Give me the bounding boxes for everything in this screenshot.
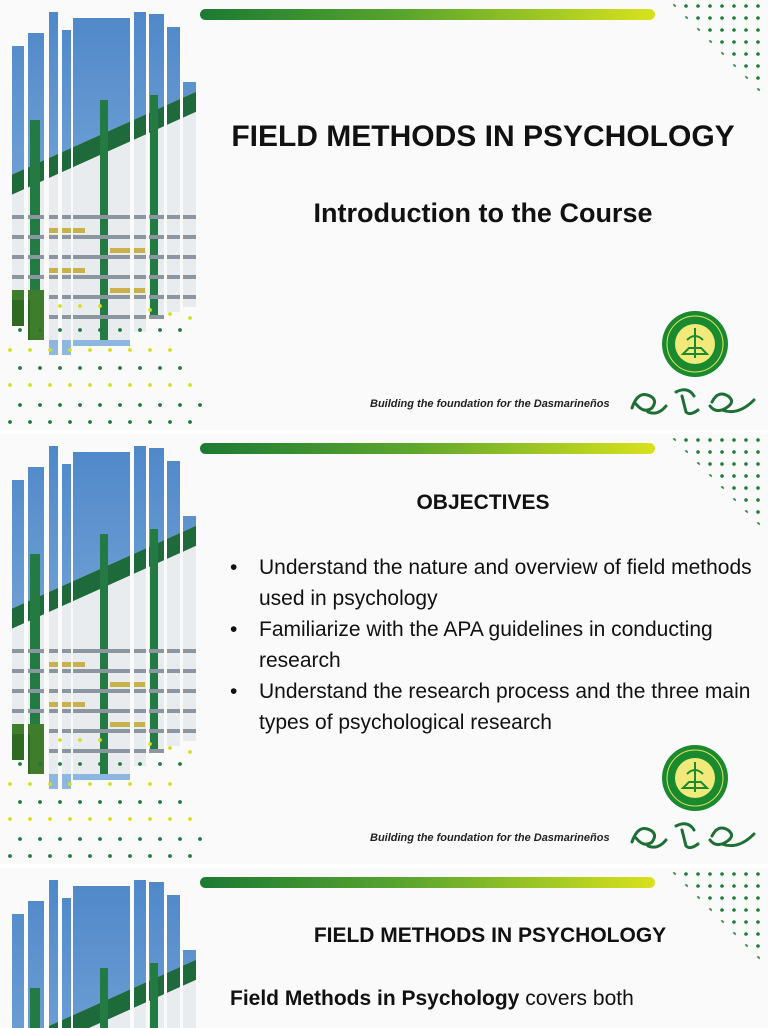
dot-pattern-icon: [0, 734, 205, 864]
slide-1: [0, 0, 768, 430]
list-item: • Familiarize with the APA guidelines in conducting research: [230, 614, 760, 676]
slide-2: [0, 434, 768, 864]
bullet-icon: •: [230, 680, 238, 703]
tagline: Building the foundation for the Dasmarineños: [370, 398, 610, 410]
objectives-list: [230, 552, 760, 738]
slide-title: FIELD METHODS IN PSYCHOLOGY: [313, 924, 667, 947]
building-photo-strips: [0, 868, 200, 1028]
slide-title: OBJECTIVES: [416, 491, 550, 514]
slide-3: [0, 868, 768, 1028]
school-seal-icon: [661, 744, 729, 812]
dot-pattern-icon: [668, 868, 768, 968]
dot-pattern-icon: [0, 300, 205, 430]
bullet-icon: •: [230, 556, 238, 579]
dot-pattern-icon: [668, 434, 768, 534]
list-item: • Understand the nature and overview of field methods used in psychology: [230, 552, 760, 614]
slide-subtitle: Introduction to the Course: [313, 198, 653, 228]
slide-title: FIELD METHODS IN PSYCHOLOGY: [231, 120, 735, 153]
header-gradient-bar: [200, 877, 655, 888]
tagline: Building the foundation for the Dasmarineños: [370, 832, 610, 844]
baybayin-script-icon: [628, 382, 760, 418]
school-seal-icon: [661, 310, 729, 378]
header-gradient-bar: [200, 9, 655, 20]
dot-pattern-icon: [668, 0, 768, 100]
header-gradient-bar: [200, 443, 655, 454]
body-paragraph: Field Methods in Psychology covers both: [230, 987, 634, 1010]
bullet-icon: •: [230, 618, 238, 641]
list-item: • Understand the research process and the three main types of psychological research: [230, 676, 760, 738]
baybayin-script-icon: [628, 816, 760, 852]
